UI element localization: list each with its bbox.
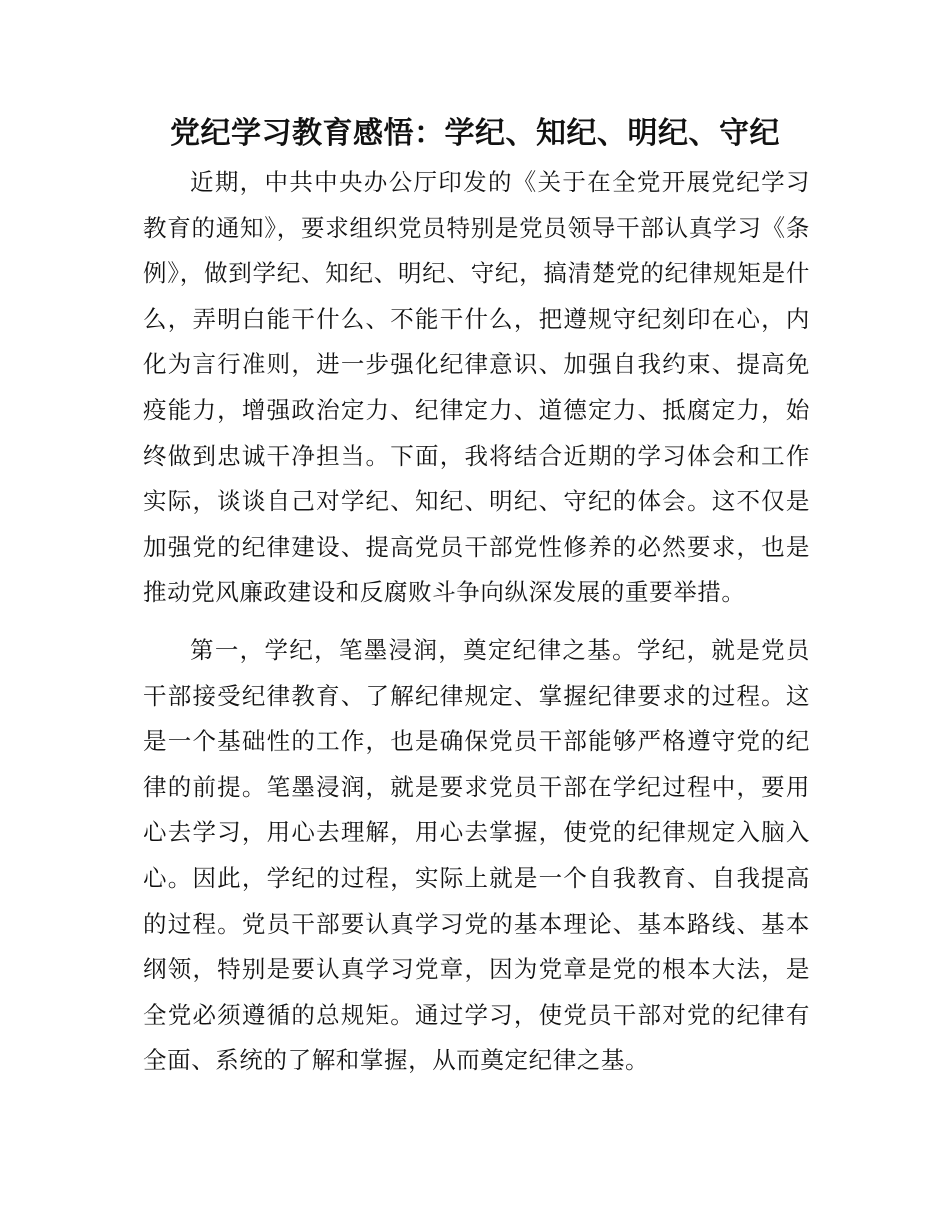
document-body bbox=[143, 160, 810, 1084]
paragraph-intro: 近期，中共中央办公厅印发的《关于在全党开展党纪学习教育的通知》，要求组织党员特别是党员领导干部认真学习《条例》，做到学纪、知纪、明纪、守纪，搞清楚党的纪律规矩是什么，弄明白能干什么、不能干什么，把遵规守纪刻印在心，内化为言行准则，进一步强化纪律意识、加强自我约束、提高免疫能力，增强政治定力、纪律定力、道德定力、抵腐定力，始终做到忠诚干净担当。下面，我将结合近期的学习体会和工作实际，谈谈自己对学纪、知纪、明纪、守纪的体会。这不仅是加强党的纪律建设、提高党员干部党性修养的必然要求，也是推动党风廉政建设和反腐败斗争向纵深发展的重要举措。 bbox=[143, 168, 810, 607]
paragraph-section-one: 第一，学纪，笔墨浸润，奠定纪律之基。学纪，就是党员干部接受纪律教育、了解纪律规定、掌握纪律要求的过程。这是一个基础性的工作，也是确保党员干部能够严格遵守党的纪律的前提。笔墨浸润，就是要求党员干部在学纪过程中，要用心去学习，用心去理解，用心去掌握，使党的纪律规定入脑入心。因此，学纪的过程，实际上就是一个自我教育、自我提高的过程。党员干部要认真学习党的基本理论、基本路线、基本纲领，特别是要认真学习党章，因为党章是党的根本大法，是全党必须遵循的总规矩。通过学习，使党员干部对党的纪律有全面、系统的了解和掌握，从而奠定纪律之基。 bbox=[143, 635, 810, 1075]
document-title: 党纪学习教育感悟：学纪、知纪、明纪、守纪 bbox=[170, 116, 780, 151]
